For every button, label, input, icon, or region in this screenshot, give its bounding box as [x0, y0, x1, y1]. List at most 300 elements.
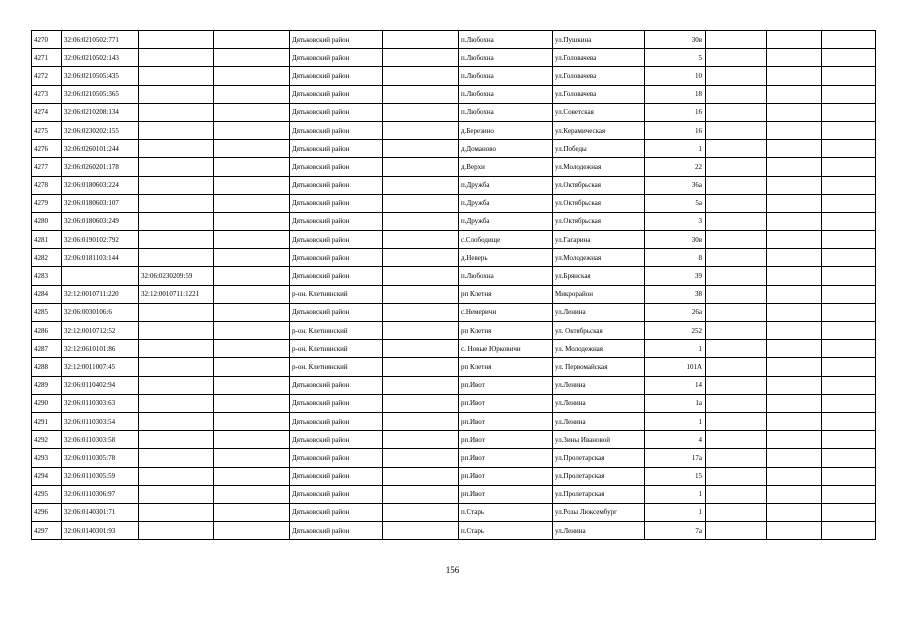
cell-cadastral-number: 32:12:0010712:52 — [62, 322, 139, 340]
cell-cadastral-number: 32:06:0210208:134 — [62, 103, 139, 121]
cell-blank-column-5 — [822, 376, 876, 394]
cell-blank-column-5 — [822, 431, 876, 449]
cell-blank-column-3 — [706, 467, 767, 485]
cell-district: Дятьковский район — [290, 158, 383, 176]
cell-settlement: рп Клетня — [459, 285, 553, 303]
cell-blank-column-4 — [767, 322, 822, 340]
cell-house-number: 36а — [645, 176, 706, 194]
table-row — [32, 103, 876, 121]
cell-blank-column-2 — [383, 358, 459, 376]
cell-blank-column — [214, 467, 290, 485]
cell-cadastral-number: 32:12:0010711:220 — [62, 285, 139, 303]
cell-settlement: п.Дружба — [459, 212, 553, 230]
table-row — [32, 85, 876, 103]
cell-cadastral-number: 32:06:0110305:78 — [62, 449, 139, 467]
cell-blank-column-4 — [767, 376, 822, 394]
cell-street: ул. Первомайская — [553, 358, 645, 376]
cell-blank-column-2 — [383, 158, 459, 176]
cell-blank-column — [214, 431, 290, 449]
cell-blank-column-3 — [706, 231, 767, 249]
cell-cadastral-number-2 — [139, 340, 214, 358]
cell-blank-column-2 — [383, 267, 459, 285]
cell-district: р-он. Клетнянский — [290, 340, 383, 358]
cell-blank-column-4 — [767, 522, 822, 540]
cell-blank-column-5 — [822, 67, 876, 85]
cell-row-index: 4293 — [32, 449, 62, 467]
cell-settlement: рп.Ивот — [459, 485, 553, 503]
cell-blank-column-2 — [383, 49, 459, 67]
table-body — [32, 31, 876, 540]
cell-blank-column-2 — [383, 376, 459, 394]
cell-cadastral-number: 32:06:0110305:59 — [62, 467, 139, 485]
cell-street: ул.Пролетарская — [553, 467, 645, 485]
cell-blank-column — [214, 412, 290, 430]
cell-blank-column-3 — [706, 412, 767, 430]
cell-cadastral-number: 32:06:0110303:63 — [62, 394, 139, 412]
cell-cadastral-number: 32:06:0180603:249 — [62, 212, 139, 230]
cell-blank-column — [214, 121, 290, 139]
cell-blank-column-3 — [706, 176, 767, 194]
cell-blank-column-2 — [383, 67, 459, 85]
cell-cadastral-number-2 — [139, 412, 214, 430]
cell-street: ул.Пролетарская — [553, 449, 645, 467]
cell-blank-column-2 — [383, 249, 459, 267]
cell-district: р-он. Клетнянский — [290, 358, 383, 376]
cell-blank-column — [214, 176, 290, 194]
cell-cadastral-number: 32:06:0210505:435 — [62, 67, 139, 85]
cell-house-number: 30в — [645, 231, 706, 249]
cell-row-index: 4284 — [32, 285, 62, 303]
cell-blank-column — [214, 303, 290, 321]
cell-blank-column-2 — [383, 449, 459, 467]
cell-cadastral-number: 32:06:0110303:58 — [62, 431, 139, 449]
cell-settlement: рп.Ивот — [459, 394, 553, 412]
cell-cadastral-number: 32:06:0110303:54 — [62, 412, 139, 430]
cell-blank-column-5 — [822, 467, 876, 485]
cell-blank-column — [214, 485, 290, 503]
cell-blank-column-5 — [822, 340, 876, 358]
cell-row-index: 4290 — [32, 394, 62, 412]
cell-house-number: 1 — [645, 503, 706, 521]
cell-blank-column-4 — [767, 158, 822, 176]
cell-blank-column — [214, 322, 290, 340]
cell-street: ул.Ленина — [553, 303, 645, 321]
table-row — [32, 340, 876, 358]
cell-settlement: с. Новые Юрковичи — [459, 340, 553, 358]
cell-house-number: 39 — [645, 267, 706, 285]
cell-house-number: 5 — [645, 49, 706, 67]
cell-cadastral-number: 32:06:0140301:93 — [62, 522, 139, 540]
page-number: 156 — [445, 565, 460, 575]
cell-district: Дятьковский район — [290, 267, 383, 285]
cell-row-index: 4274 — [32, 103, 62, 121]
cell-settlement: п.Любохна — [459, 103, 553, 121]
cell-blank-column-3 — [706, 303, 767, 321]
cell-settlement: п.Старь — [459, 522, 553, 540]
cell-blank-column-2 — [383, 431, 459, 449]
cell-blank-column-2 — [383, 176, 459, 194]
cell-row-index: 4289 — [32, 376, 62, 394]
cell-blank-column-4 — [767, 358, 822, 376]
table-row — [32, 176, 876, 194]
table-row — [32, 231, 876, 249]
cell-settlement: п.Любохна — [459, 67, 553, 85]
cell-house-number: 22 — [645, 158, 706, 176]
cell-district: Дятьковский район — [290, 522, 383, 540]
cell-blank-column-4 — [767, 394, 822, 412]
table-row — [32, 212, 876, 230]
cell-settlement: д.Доманово — [459, 140, 553, 158]
cell-blank-column-3 — [706, 449, 767, 467]
cell-blank-column-5 — [822, 121, 876, 139]
cell-blank-column-5 — [822, 358, 876, 376]
cell-house-number: 1а — [645, 394, 706, 412]
cell-blank-column-4 — [767, 49, 822, 67]
cell-street: ул.Головачева — [553, 49, 645, 67]
table-row — [32, 194, 876, 212]
cell-row-index: 4272 — [32, 67, 62, 85]
cell-street: ул.Советская — [553, 103, 645, 121]
cell-blank-column — [214, 194, 290, 212]
cell-district: Дятьковский район — [290, 49, 383, 67]
cell-district: Дятьковский район — [290, 449, 383, 467]
cell-blank-column-5 — [822, 503, 876, 521]
cell-blank-column-2 — [383, 467, 459, 485]
cell-blank-column-2 — [383, 121, 459, 139]
cell-row-index: 4287 — [32, 340, 62, 358]
cell-blank-column-5 — [822, 322, 876, 340]
cell-row-index: 4295 — [32, 485, 62, 503]
table-row — [32, 394, 876, 412]
cell-blank-column — [214, 158, 290, 176]
cell-house-number: 16 — [645, 121, 706, 139]
cell-district: Дятьковский район — [290, 467, 383, 485]
cell-district: Дятьковский район — [290, 121, 383, 139]
cell-blank-column-5 — [822, 285, 876, 303]
cell-settlement: с.Немеричи — [459, 303, 553, 321]
cell-blank-column-5 — [822, 212, 876, 230]
cell-row-index: 4294 — [32, 467, 62, 485]
table-row — [32, 158, 876, 176]
cell-row-index: 4279 — [32, 194, 62, 212]
cell-cadastral-number-2 — [139, 31, 214, 49]
cell-blank-column-2 — [383, 194, 459, 212]
cell-cadastral-number-2 — [139, 522, 214, 540]
cell-settlement: рп.Ивот — [459, 412, 553, 430]
cell-blank-column — [214, 394, 290, 412]
table-row — [32, 449, 876, 467]
cell-row-index: 4291 — [32, 412, 62, 430]
cell-blank-column-3 — [706, 485, 767, 503]
cell-district: Дятьковский район — [290, 103, 383, 121]
cell-street: ул.Брянская — [553, 267, 645, 285]
cell-blank-column-3 — [706, 67, 767, 85]
cell-house-number: 30в — [645, 31, 706, 49]
cell-settlement: рп Клетня — [459, 358, 553, 376]
cell-district: р-он. Клетнянский — [290, 285, 383, 303]
cell-blank-column-3 — [706, 121, 767, 139]
cell-blank-column-2 — [383, 503, 459, 521]
cell-blank-column-2 — [383, 322, 459, 340]
cell-settlement: п.Любохна — [459, 49, 553, 67]
cell-blank-column — [214, 340, 290, 358]
cell-house-number: 14 — [645, 376, 706, 394]
cell-blank-column-4 — [767, 412, 822, 430]
cell-blank-column-5 — [822, 49, 876, 67]
cell-street: ул.Розы Люксембург — [553, 503, 645, 521]
cell-blank-column-4 — [767, 340, 822, 358]
cell-settlement: п.Любохна — [459, 31, 553, 49]
cell-cadastral-number: 32:06:0180603:107 — [62, 194, 139, 212]
cell-district: Дятьковский район — [290, 394, 383, 412]
cell-street: ул.Пролетарская — [553, 485, 645, 503]
cell-row-index: 4297 — [32, 522, 62, 540]
cell-cadastral-number: 32:06:0260101:244 — [62, 140, 139, 158]
cell-blank-column-4 — [767, 31, 822, 49]
table-row — [32, 121, 876, 139]
cell-blank-column — [214, 103, 290, 121]
cell-blank-column — [214, 140, 290, 158]
table-row — [32, 376, 876, 394]
cell-street: ул.Октябрьская — [553, 176, 645, 194]
table-row — [32, 467, 876, 485]
cell-blank-column-5 — [822, 231, 876, 249]
cell-street: ул.Гагарина — [553, 231, 645, 249]
cell-row-index: 4285 — [32, 303, 62, 321]
cell-house-number: 8 — [645, 249, 706, 267]
cell-blank-column-5 — [822, 158, 876, 176]
cell-blank-column-2 — [383, 31, 459, 49]
cell-blank-column-4 — [767, 285, 822, 303]
cell-blank-column-3 — [706, 503, 767, 521]
cell-blank-column-5 — [822, 194, 876, 212]
cell-cadastral-number-2 — [139, 103, 214, 121]
cell-street: ул.Ленина — [553, 412, 645, 430]
cell-row-index: 4277 — [32, 158, 62, 176]
cell-row-index: 4282 — [32, 249, 62, 267]
cell-row-index: 4273 — [32, 85, 62, 103]
cell-district: Дятьковский район — [290, 431, 383, 449]
cell-blank-column-2 — [383, 103, 459, 121]
cell-cadastral-number: 32:06:0210502:143 — [62, 49, 139, 67]
cell-district: Дятьковский район — [290, 212, 383, 230]
cell-cadastral-number-2 — [139, 85, 214, 103]
cell-blank-column — [214, 231, 290, 249]
cell-cadastral-number-2 — [139, 249, 214, 267]
cell-blank-column — [214, 285, 290, 303]
cell-street: ул.Октябрьская — [553, 212, 645, 230]
cell-blank-column-4 — [767, 121, 822, 139]
cell-blank-column-4 — [767, 431, 822, 449]
cell-blank-column-5 — [822, 412, 876, 430]
cell-district: Дятьковский район — [290, 67, 383, 85]
cell-cadastral-number-2 — [139, 431, 214, 449]
cell-blank-column-2 — [383, 85, 459, 103]
cell-street: ул.Ленина — [553, 394, 645, 412]
cell-cadastral-number: 32:06:0110306:97 — [62, 485, 139, 503]
cell-cadastral-number: 32:06:0210502:771 — [62, 31, 139, 49]
cell-cadastral-number-2 — [139, 49, 214, 67]
cell-street: ул.Победы — [553, 140, 645, 158]
cell-blank-column-3 — [706, 394, 767, 412]
cell-house-number: 38 — [645, 285, 706, 303]
cell-street: ул. Молодежная — [553, 340, 645, 358]
cell-cadastral-number-2 — [139, 394, 214, 412]
table-row — [32, 49, 876, 67]
cell-street: ул.Молодежная — [553, 158, 645, 176]
cell-row-index: 4270 — [32, 31, 62, 49]
cell-settlement: рп Клетня — [459, 322, 553, 340]
cell-house-number: 4 — [645, 431, 706, 449]
cell-blank-column-3 — [706, 158, 767, 176]
cell-blank-column — [214, 267, 290, 285]
cell-blank-column-2 — [383, 412, 459, 430]
cell-settlement: д.Верхи — [459, 158, 553, 176]
cell-cadastral-number-2 — [139, 212, 214, 230]
cell-settlement: рп.Ивот — [459, 449, 553, 467]
cell-blank-column-3 — [706, 194, 767, 212]
cell-settlement: п.Старь — [459, 503, 553, 521]
cell-blank-column-4 — [767, 485, 822, 503]
cell-blank-column — [214, 212, 290, 230]
cell-street: ул. Октябрьская — [553, 322, 645, 340]
table-row — [32, 431, 876, 449]
cell-blank-column-5 — [822, 85, 876, 103]
cell-blank-column-5 — [822, 176, 876, 194]
cell-street: ул.Молодежная — [553, 249, 645, 267]
cell-settlement: п.Дружба — [459, 194, 553, 212]
cell-blank-column — [214, 249, 290, 267]
cell-row-index: 4278 — [32, 176, 62, 194]
cell-cadastral-number: 32:06:0230202:155 — [62, 121, 139, 139]
cell-district: Дятьковский район — [290, 503, 383, 521]
table-row — [32, 31, 876, 49]
cell-district: Дятьковский район — [290, 376, 383, 394]
cell-blank-column — [214, 358, 290, 376]
cell-street: Микрорайон — [553, 285, 645, 303]
cell-cadastral-number-2 — [139, 322, 214, 340]
cell-cadastral-number: 32:12:0011007:45 — [62, 358, 139, 376]
cell-settlement: с.Слободище — [459, 231, 553, 249]
cell-blank-column-2 — [383, 212, 459, 230]
cell-blank-column-4 — [767, 85, 822, 103]
cell-street: ул.Октябрьская — [553, 194, 645, 212]
cell-blank-column-4 — [767, 176, 822, 194]
cell-cadastral-number-2 — [139, 176, 214, 194]
cell-house-number: 7а — [645, 522, 706, 540]
cell-blank-column-3 — [706, 285, 767, 303]
cell-row-index: 4271 — [32, 49, 62, 67]
cell-blank-column-5 — [822, 485, 876, 503]
cell-cadastral-number: 32:06:0180603:224 — [62, 176, 139, 194]
cell-cadastral-number-2: 32:06:0230209:59 — [139, 267, 214, 285]
cell-house-number: 18 — [645, 85, 706, 103]
cell-blank-column-2 — [383, 285, 459, 303]
cell-blank-column-2 — [383, 522, 459, 540]
cell-cadastral-number: 32:06:0181103:144 — [62, 249, 139, 267]
cell-house-number: 252 — [645, 322, 706, 340]
cell-cadastral-number-2 — [139, 376, 214, 394]
cell-blank-column-4 — [767, 103, 822, 121]
cell-street: ул.Пушкина — [553, 31, 645, 49]
cell-blank-column-3 — [706, 31, 767, 49]
cell-house-number: 1 — [645, 140, 706, 158]
cell-street: ул.Головачева — [553, 85, 645, 103]
cell-settlement: рп.Ивот — [459, 376, 553, 394]
cell-house-number: 26а — [645, 303, 706, 321]
cell-settlement: д.Березино — [459, 121, 553, 139]
cell-district: Дятьковский район — [290, 140, 383, 158]
cell-row-index: 4292 — [32, 431, 62, 449]
cell-cadastral-number — [62, 267, 139, 285]
table-row — [32, 358, 876, 376]
cell-row-index: 4280 — [32, 212, 62, 230]
cell-blank-column-2 — [383, 303, 459, 321]
cell-row-index: 4288 — [32, 358, 62, 376]
cell-blank-column-4 — [767, 249, 822, 267]
cell-blank-column-3 — [706, 376, 767, 394]
cell-blank-column-5 — [822, 267, 876, 285]
cell-blank-column — [214, 67, 290, 85]
cell-settlement: д.Неверь — [459, 249, 553, 267]
cell-settlement: п.Любохна — [459, 85, 553, 103]
cell-blank-column-4 — [767, 231, 822, 249]
cell-blank-column-5 — [822, 31, 876, 49]
cell-district: Дятьковский район — [290, 194, 383, 212]
cell-blank-column-3 — [706, 49, 767, 67]
cell-blank-column-5 — [822, 522, 876, 540]
cell-district: Дятьковский район — [290, 485, 383, 503]
cell-row-index: 4276 — [32, 140, 62, 158]
cell-cadastral-number: 32:06:0030106:6 — [62, 303, 139, 321]
cell-blank-column-3 — [706, 322, 767, 340]
cell-blank-column-2 — [383, 485, 459, 503]
cell-blank-column-2 — [383, 340, 459, 358]
cell-cadastral-number-2 — [139, 158, 214, 176]
cell-house-number: 5а — [645, 194, 706, 212]
cell-cadastral-number-2 — [139, 194, 214, 212]
cell-cadastral-number-2 — [139, 303, 214, 321]
cell-blank-column-2 — [383, 394, 459, 412]
cell-blank-column-3 — [706, 140, 767, 158]
cell-cadastral-number: 32:12:0610101:86 — [62, 340, 139, 358]
cell-blank-column-4 — [767, 449, 822, 467]
cell-blank-column-5 — [822, 303, 876, 321]
cell-row-index: 4281 — [32, 231, 62, 249]
cell-cadastral-number: 32:06:0210505:365 — [62, 85, 139, 103]
cell-row-index: 4275 — [32, 121, 62, 139]
cell-blank-column-2 — [383, 231, 459, 249]
cell-blank-column-4 — [767, 194, 822, 212]
cell-district: Дятьковский район — [290, 31, 383, 49]
cell-cadastral-number-2 — [139, 140, 214, 158]
cell-blank-column-3 — [706, 212, 767, 230]
cell-blank-column — [214, 376, 290, 394]
cell-blank-column-3 — [706, 249, 767, 267]
table-row — [32, 249, 876, 267]
cell-street: ул.Керамическая — [553, 121, 645, 139]
cell-settlement: рп.Ивот — [459, 467, 553, 485]
cell-cadastral-number-2 — [139, 503, 214, 521]
cell-blank-column-3 — [706, 340, 767, 358]
cell-house-number: 10 — [645, 67, 706, 85]
cell-blank-column-3 — [706, 522, 767, 540]
cell-cadastral-number-2 — [139, 231, 214, 249]
cell-row-index: 4296 — [32, 503, 62, 521]
cell-blank-column-3 — [706, 103, 767, 121]
cell-street: ул.Зины Ивановой — [553, 431, 645, 449]
cell-blank-column-3 — [706, 431, 767, 449]
